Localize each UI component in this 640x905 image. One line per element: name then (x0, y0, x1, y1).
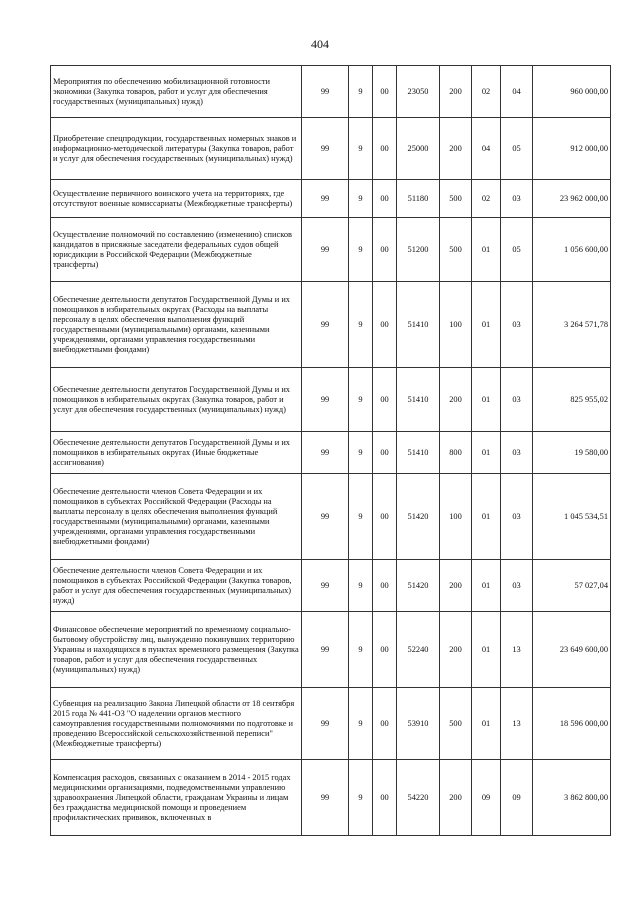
row-code-c7: 05 (501, 218, 533, 282)
row-code-c3: 00 (373, 612, 397, 688)
budget-table-body (51, 66, 611, 836)
row-code-c7: 03 (501, 560, 533, 612)
table-row (51, 118, 611, 180)
table-row (51, 218, 611, 282)
row-code-c6: 09 (472, 760, 501, 836)
row-code-c4: 51420 (397, 474, 440, 560)
row-code-c5: 200 (440, 66, 472, 118)
row-code-c5: 200 (440, 560, 472, 612)
row-code-c6: 01 (472, 432, 501, 474)
row-code-c4: 23050 (397, 66, 440, 118)
row-code-c6: 01 (472, 560, 501, 612)
row-code-c6: 02 (472, 180, 501, 218)
row-amount: 3 862 800,00 (533, 760, 611, 836)
row-code-c5: 500 (440, 180, 472, 218)
table-row (51, 66, 611, 118)
row-code-c2: 9 (349, 282, 373, 368)
row-code-c7: 03 (501, 180, 533, 218)
row-code-c2: 9 (349, 474, 373, 560)
row-description: Приобретение спецпродукции, государственных номерных знаков и информационно-методической литературы (Закупка товаров, работ и услуг для обеспечения государственных (муниципальных) нужд) (51, 118, 302, 180)
row-code-c3: 00 (373, 66, 397, 118)
row-code-c7: 03 (501, 368, 533, 432)
row-code-c7: 13 (501, 612, 533, 688)
row-code-c6: 01 (472, 368, 501, 432)
row-code-c1: 99 (302, 560, 349, 612)
row-code-c4: 51410 (397, 432, 440, 474)
table-row (51, 612, 611, 688)
row-code-c7: 03 (501, 432, 533, 474)
row-amount: 825 955,02 (533, 368, 611, 432)
row-description: Обеспечение деятельности членов Совета Федерации и их помощников в субъектах Российской Федерации (Закупка товаров, работ и услуг для обеспечения государственных (муниципальных) нужд) (51, 560, 302, 612)
row-code-c1: 99 (302, 218, 349, 282)
row-code-c3: 00 (373, 474, 397, 560)
row-code-c3: 00 (373, 688, 397, 760)
row-code-c5: 800 (440, 432, 472, 474)
row-amount: 3 264 571,78 (533, 282, 611, 368)
row-code-c2: 9 (349, 180, 373, 218)
row-code-c2: 9 (349, 560, 373, 612)
row-amount: 19 580,00 (533, 432, 611, 474)
row-code-c5: 100 (440, 474, 472, 560)
row-code-c6: 01 (472, 612, 501, 688)
row-code-c1: 99 (302, 432, 349, 474)
row-code-c1: 99 (302, 760, 349, 836)
row-code-c3: 00 (373, 282, 397, 368)
row-code-c1: 99 (302, 612, 349, 688)
row-code-c5: 200 (440, 760, 472, 836)
row-description: Компенсация расходов, связанных с оказанием в 2014 - 2015 годах медицинскими организациями, подведомственными управлению здравоохранения Липецкой области, гражданам Украины и лицам без гражданства медицинской помощи и проведением профилактических прививок, включенных в (51, 760, 302, 836)
row-description: Субвенция на реализацию Закона Липецкой области от 18 сентября 2015 года № 441-ОЗ "О наделении органов местного самоуправления государственными полномочиями по подготовке и проведению Всероссийской сельскохозяйственной переписи" (Межбюджетные трансферты) (51, 688, 302, 760)
table-row (51, 688, 611, 760)
row-description: Осуществление первичного воинского учета на территориях, где отсутствуют военные комиссариаты (Межбюджетные трансферты) (51, 180, 302, 218)
page-number: 404 (311, 37, 329, 51)
row-code-c7: 13 (501, 688, 533, 760)
row-amount: 18 596 000,00 (533, 688, 611, 760)
row-code-c3: 00 (373, 118, 397, 180)
row-code-c4: 53910 (397, 688, 440, 760)
row-code-c7: 09 (501, 760, 533, 836)
row-code-c2: 9 (349, 760, 373, 836)
row-code-c6: 01 (472, 282, 501, 368)
row-code-c2: 9 (349, 368, 373, 432)
row-code-c6: 01 (472, 688, 501, 760)
row-code-c7: 04 (501, 66, 533, 118)
row-code-c3: 00 (373, 760, 397, 836)
row-code-c4: 51410 (397, 282, 440, 368)
row-code-c5: 500 (440, 688, 472, 760)
table-row (51, 474, 611, 560)
row-amount: 1 056 600,00 (533, 218, 611, 282)
row-code-c1: 99 (302, 474, 349, 560)
row-code-c5: 200 (440, 612, 472, 688)
row-code-c2: 9 (349, 612, 373, 688)
row-description: Финансовое обеспечение мероприятий по временному социально-бытовому обустройству лиц, вынужденно покинувших территорию Украины и находящихся в пунктах временного размещения (Закупка товаров, работ и услуг для обеспечения государственных (муниципальных) нужд) (51, 612, 302, 688)
row-code-c5: 500 (440, 218, 472, 282)
table-row (51, 432, 611, 474)
row-code-c4: 51180 (397, 180, 440, 218)
row-code-c7: 03 (501, 474, 533, 560)
row-code-c4: 51420 (397, 560, 440, 612)
row-code-c3: 00 (373, 368, 397, 432)
row-description: Обеспечение деятельности депутатов Государственной Думы и их помощников в избирательных округах (Закупка товаров, работ и услуг для обеспечения государственных (муниципальных) нужд) (51, 368, 302, 432)
table-row (51, 282, 611, 368)
row-description: Обеспечение деятельности членов Совета Федерации и их помощников в субъектах Российской Федерации (Расходы на выплаты персоналу в целях обеспечения выполнения функций государственными (муниципальными) органами, казенными учреждениями, органами управления государственными внебюджетными фондами) (51, 474, 302, 560)
row-code-c4: 25000 (397, 118, 440, 180)
row-code-c3: 00 (373, 218, 397, 282)
row-code-c5: 100 (440, 282, 472, 368)
row-code-c1: 99 (302, 118, 349, 180)
row-description: Обеспечение деятельности депутатов Государственной Думы и их помощников в избирательных округах (Расходы на выплаты персоналу в целях обеспечения выполнения функций государственными (муниципальными) органами, казенными учреждениями, органами управления государственными внебюджетными фондами) (51, 282, 302, 368)
row-amount: 960 000,00 (533, 66, 611, 118)
table-row (51, 760, 611, 836)
row-code-c1: 99 (302, 282, 349, 368)
budget-table (50, 65, 611, 836)
row-code-c3: 00 (373, 560, 397, 612)
table-row (51, 180, 611, 218)
row-code-c1: 99 (302, 368, 349, 432)
row-amount: 1 045 534,51 (533, 474, 611, 560)
row-code-c1: 99 (302, 688, 349, 760)
table-row (51, 560, 611, 612)
row-code-c1: 99 (302, 66, 349, 118)
row-code-c2: 9 (349, 688, 373, 760)
row-description: Обеспечение деятельности депутатов Государственной Думы и их помощников в избирательных округах (Иные бюджетные ассигнования) (51, 432, 302, 474)
row-amount: 23 962 000,00 (533, 180, 611, 218)
row-code-c6: 01 (472, 474, 501, 560)
row-code-c1: 99 (302, 180, 349, 218)
row-code-c7: 05 (501, 118, 533, 180)
row-code-c4: 52240 (397, 612, 440, 688)
row-code-c4: 51410 (397, 368, 440, 432)
row-code-c4: 54220 (397, 760, 440, 836)
row-code-c7: 03 (501, 282, 533, 368)
row-description: Осуществление полномочий по составлению (изменению) списков кандидатов в присяжные заседатели федеральных судов общей юрисдикции в Российской Федерации (Межбюджетные трансферты) (51, 218, 302, 282)
row-code-c6: 04 (472, 118, 501, 180)
row-code-c6: 02 (472, 66, 501, 118)
row-code-c2: 9 (349, 118, 373, 180)
row-code-c4: 51200 (397, 218, 440, 282)
row-code-c3: 00 (373, 432, 397, 474)
row-amount: 912 000,00 (533, 118, 611, 180)
row-code-c6: 01 (472, 218, 501, 282)
row-amount: 23 649 600,00 (533, 612, 611, 688)
row-code-c2: 9 (349, 432, 373, 474)
row-code-c2: 9 (349, 66, 373, 118)
row-code-c3: 00 (373, 180, 397, 218)
table-row (51, 368, 611, 432)
row-code-c5: 200 (440, 118, 472, 180)
row-amount: 57 027,04 (533, 560, 611, 612)
row-code-c2: 9 (349, 218, 373, 282)
row-description: Мероприятия по обеспечению мобилизационной готовности экономики (Закупка товаров, работ и услуг для обеспечения государственных (муниципальных) нужд) (51, 66, 302, 118)
row-code-c5: 200 (440, 368, 472, 432)
